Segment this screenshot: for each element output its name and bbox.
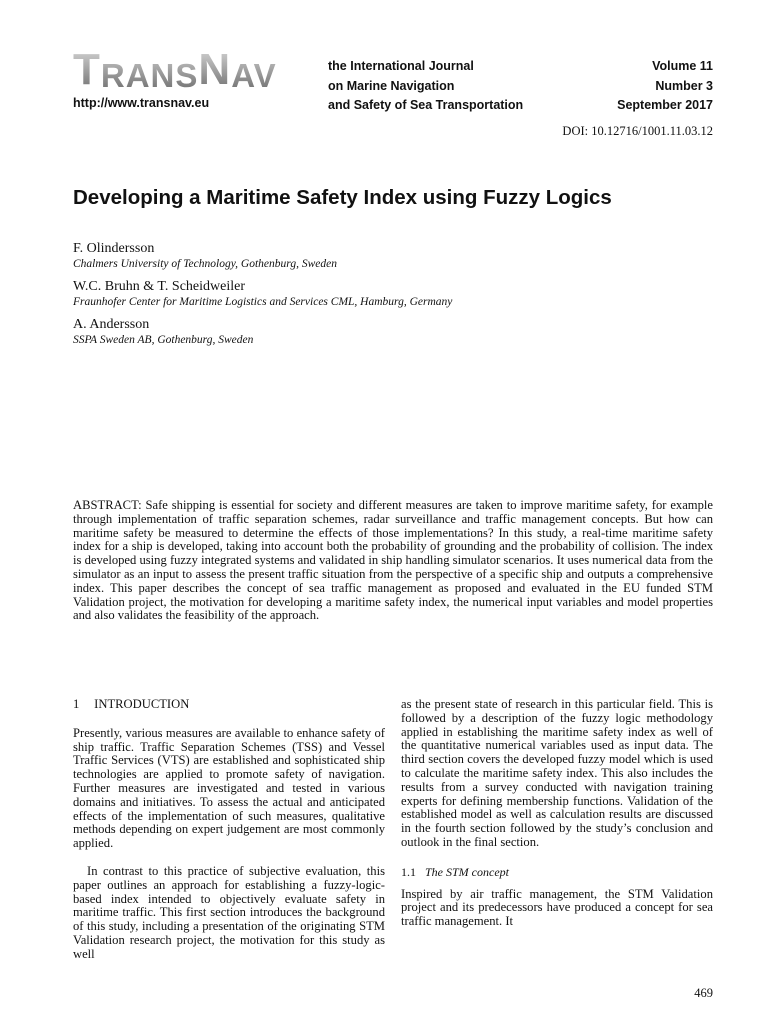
right-column [401, 698, 713, 929]
section-title: INTRODUCTION [94, 697, 190, 711]
author-affiliation: SSPA Sweden AB, Gothenburg, Sweden [73, 334, 254, 346]
author-affiliation: Fraunhofer Center for Maritime Logistics and Services CML, Hamburg, Germany [73, 296, 453, 308]
journal-line: and Safety of Sea Transportation [328, 98, 524, 112]
doi[interactable]: DOI: 10.12716/1001.11.03.12 [562, 124, 713, 138]
author-name: F. Olindersson [73, 241, 155, 256]
journal-url[interactable]: http://www.transnav.eu [73, 96, 210, 110]
body-paragraph: Presently, various measures are available to enhance safety of ship traffic. Traffic Separation Schemes (TSS) and Vessel Traffic Services (VTS) are established and sophisticated ship technologies are applied to promote safety of navigation. Further measures are investigated and tested in various domains and initiatives. To assess the actual and anticipated effects of the implementation of such measures, qualitative methods depending on expert judgement are most commonly applied. [73, 725, 385, 851]
subsection-title: The STM concept [425, 864, 509, 879]
author-block [73, 278, 713, 310]
body-paragraph: Inspired by air traffic management, the STM Validation project and its predecessors have produced a concept for sea traffic management. It [401, 886, 713, 929]
issue-date: September 2017 [617, 98, 713, 112]
body-paragraph: In contrast to this practice of subjective evaluation, this paper outlines an approach for establishing a fuzzy-logic-based index intended to objectively evaluate safety in maritime traffic. This first section introduces the background of this study, including a presentation of the originating STM Validation research project, the motivation for this study as well [73, 863, 385, 961]
section-number: 1 [73, 697, 80, 711]
author-name: W.C. Bruhn & T. Scheidweiler [73, 279, 245, 294]
issue-info [617, 57, 713, 116]
author-affiliation: Chalmers University of Technology, Gothenburg, Sweden [73, 258, 337, 270]
subsection-heading [401, 866, 713, 880]
author-block [73, 316, 713, 348]
journal-name [328, 57, 523, 116]
paper-title: Developing a Maritime Safety Index using Fuzzy Logics [73, 186, 612, 209]
subsection-number: 1.1 [401, 864, 416, 879]
journal-line: on Marine Navigation [328, 78, 455, 93]
page-number: 469 [694, 986, 713, 1000]
body-paragraph: as the present state of research in this particular field. This is followed by a description of the fuzzy logic methodology applied in establishing the maritime safety index as well of the quantitative numerical variables used as input data. The third section covers the developed fuzzy model which is used to calculate the maritime safety index. This also includes the results from a survey conducted with navigation training experts for defining membership functions. Validation of the established model as well as calculation results are discussed in the fourth section followed by the study’s conclusion and outlook in the final section. [401, 697, 713, 849]
author-block [73, 240, 713, 272]
transnav-logo: T RANS N AV [73, 45, 277, 94]
abstract: ABSTRACT: Safe shipping is essential for society and different measures are taken to improve maritime safety, for example through implementation of traffic separation schemes, radar surveillance and traffic management concepts. But how can maritime safety be measured to determine the effects of those implementations? In this study, a real-time maritime safety index for a ship is developed, taking into account both the probability of grounding and the probability of collision. The index is developed using fuzzy integrated systems and validated in ship handling simulator scenarios. It uses numerical data from the simulator as an input to assess the present traffic situation from the perspective of a specific ship and outputs a comprehensive index. This paper describes the concept of sea traffic management as proposed and evaluated in the EU funded STM Validation project, the motivation for developing a maritime safety index, the numerical input variables and model properties and also validates the feasibility of the approach. [73, 498, 713, 623]
journal-line: the International Journal [328, 59, 474, 73]
author-list [73, 240, 713, 354]
section-heading [73, 698, 385, 712]
issue-number: Number 3 [655, 78, 713, 93]
left-column [73, 698, 385, 962]
author-name: A. Andersson [73, 317, 150, 332]
volume: Volume 11 [652, 59, 713, 73]
